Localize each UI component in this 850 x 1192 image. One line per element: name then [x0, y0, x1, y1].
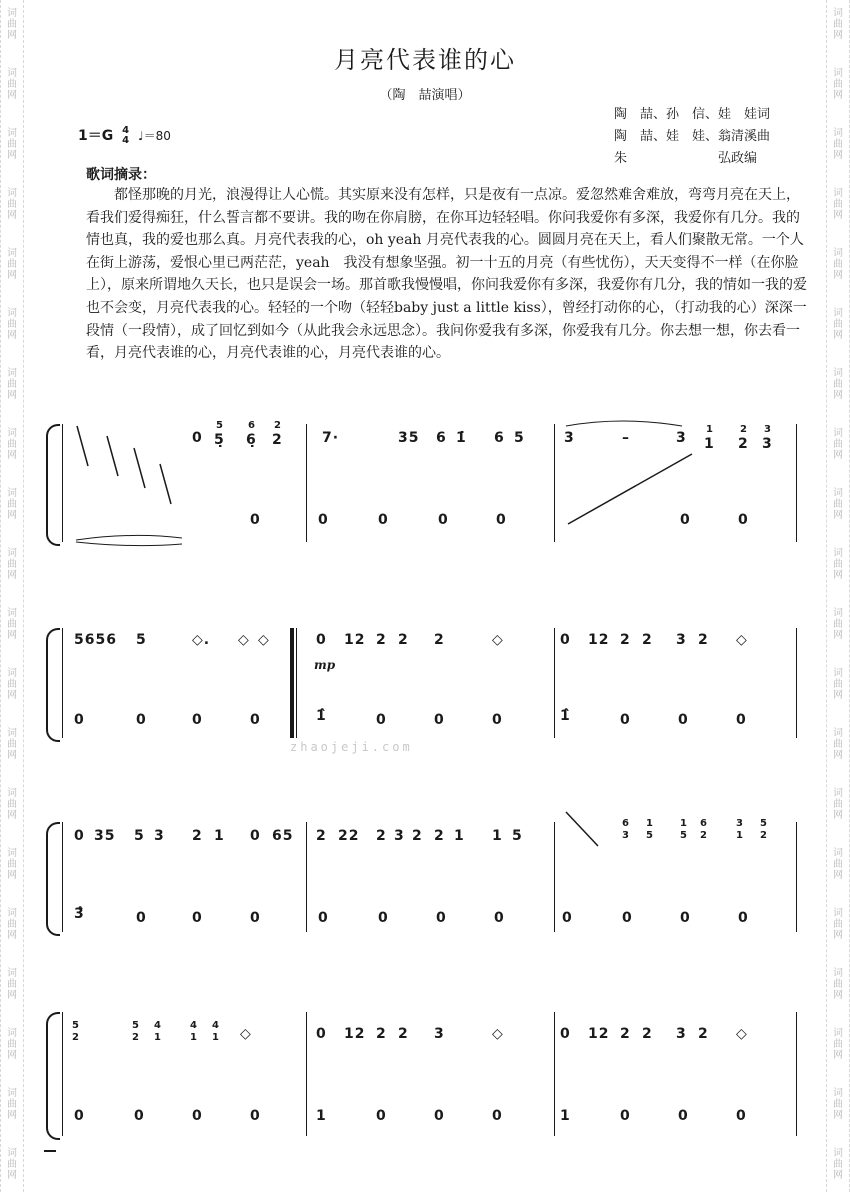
- note: 1: [212, 1032, 220, 1043]
- note: 0: [316, 1026, 327, 1042]
- note: 6: [622, 818, 630, 829]
- note: 2: [698, 1026, 709, 1042]
- note: 0: [192, 430, 203, 446]
- bar-line: [306, 822, 307, 932]
- watermark-text: 词 曲 网: [7, 728, 17, 761]
- lyrics-heading: 歌词摘录：: [86, 167, 156, 183]
- watermark-text: 词 曲 网: [7, 1088, 17, 1121]
- note: 3: [676, 430, 687, 446]
- note: 4: [212, 1020, 220, 1031]
- watermark-text: 词 曲 网: [7, 308, 17, 341]
- note: 0: [250, 910, 261, 926]
- watermark-text: 词 曲 网: [833, 668, 843, 701]
- note: 12: [344, 632, 366, 648]
- note: 2: [398, 1026, 409, 1042]
- note: 0: [678, 1108, 689, 1124]
- note: 22: [338, 828, 360, 844]
- note: 6: [436, 430, 447, 446]
- note: 0: [318, 910, 329, 926]
- note: 6̣: [246, 432, 257, 448]
- score-system-3: [42, 808, 802, 938]
- note: 3: [564, 430, 575, 446]
- watermark-text: 词 曲 网: [7, 608, 17, 641]
- note: 2: [412, 828, 423, 844]
- note: ◇: [492, 632, 504, 648]
- note: 0: [250, 1108, 261, 1124]
- bar-line: [796, 822, 797, 932]
- note: 0: [492, 1108, 503, 1124]
- note: 2: [434, 828, 445, 844]
- note: 2: [738, 436, 749, 452]
- bar-line: [796, 628, 797, 738]
- note: ◇: [492, 1026, 504, 1042]
- watermark-text: 词 曲 网: [7, 548, 17, 581]
- watermark-text: 词 曲 网: [7, 68, 17, 101]
- note: 0: [560, 632, 571, 648]
- note: 12: [344, 1026, 366, 1042]
- system-brace: [46, 424, 60, 546]
- note: 5: [136, 632, 147, 648]
- note: 2: [700, 830, 708, 841]
- bar-line: [554, 1012, 555, 1136]
- note: 1: [706, 424, 714, 435]
- note: 2: [272, 432, 283, 448]
- bar-line: [296, 628, 297, 738]
- watermark-text: 词 曲 网: [833, 908, 843, 941]
- note: 0: [250, 512, 261, 528]
- bar-line: [62, 1012, 63, 1136]
- note: 2: [274, 420, 282, 431]
- note: 1̂: [560, 708, 571, 724]
- note: 5̣: [214, 432, 225, 448]
- note: 3: [736, 818, 744, 829]
- note: 5: [512, 828, 523, 844]
- watermark-text: 词 曲 网: [7, 788, 17, 821]
- watermark-text: 词 曲 网: [833, 1148, 843, 1181]
- note: 4: [154, 1020, 162, 1031]
- watermark-text: 词 曲 网: [833, 428, 843, 461]
- note: 2: [642, 632, 653, 648]
- watermark-text: 词 曲 网: [7, 1148, 17, 1181]
- note: 2: [376, 828, 387, 844]
- note: 0: [494, 910, 505, 926]
- bar-line: [62, 424, 63, 542]
- dynamic-mark: mp: [314, 658, 336, 672]
- note: 0: [622, 910, 633, 926]
- note: 1: [704, 436, 715, 452]
- note: 5: [134, 828, 145, 844]
- page-mark: [44, 1150, 56, 1152]
- note: 0: [736, 1108, 747, 1124]
- note: 0: [74, 712, 85, 728]
- note: 2: [316, 828, 327, 844]
- note: 4: [190, 1020, 198, 1031]
- watermark-text: 词 曲 网: [7, 668, 17, 701]
- note: 0: [316, 632, 327, 648]
- note: 0: [192, 712, 203, 728]
- note: 6: [700, 818, 708, 829]
- note: 0: [378, 512, 389, 528]
- watermark-text: 词 曲 网: [7, 848, 17, 881]
- system-brace: [46, 628, 60, 742]
- note: 5656: [74, 632, 117, 648]
- note: 5: [132, 1020, 140, 1031]
- watermark-text: 词 曲 网: [833, 188, 843, 221]
- note: 7·: [322, 430, 340, 446]
- tempo-mark: ♩＝80: [137, 129, 171, 143]
- time-bottom: 4: [122, 135, 130, 146]
- note: 3: [622, 830, 630, 841]
- system-brace: [46, 1012, 60, 1140]
- note: 1: [214, 828, 225, 844]
- note: 0: [136, 712, 147, 728]
- watermark-text: 词 曲 网: [7, 188, 17, 221]
- note: ◇: [736, 1026, 748, 1042]
- note: 6: [248, 420, 256, 431]
- watermark-text: 词 曲 网: [833, 368, 843, 401]
- note: 3: [434, 1026, 445, 1042]
- strum-arrows: [72, 420, 182, 550]
- note: 5: [72, 1020, 80, 1031]
- note: 3: [154, 828, 165, 844]
- time-top: 4: [122, 125, 130, 136]
- score-system-2: [42, 614, 802, 744]
- note: 0: [74, 828, 85, 844]
- note: 0: [560, 1026, 571, 1042]
- note: 1: [646, 818, 654, 829]
- note: 35: [94, 828, 116, 844]
- note: 1: [560, 1108, 571, 1124]
- watermark-text: 词 曲 网: [833, 788, 843, 821]
- note: ◇: [258, 632, 270, 648]
- lyrics-body: [86, 184, 808, 365]
- watermark-text: 词 曲 网: [7, 968, 17, 1001]
- note: 0: [436, 910, 447, 926]
- key-label: 1＝G: [78, 128, 114, 144]
- note: 0: [620, 1108, 631, 1124]
- bar-line: [554, 628, 555, 738]
- note: 1̂: [316, 708, 327, 724]
- note: 0: [318, 512, 329, 528]
- note: 2: [398, 632, 409, 648]
- note: 5: [514, 430, 525, 446]
- note: 0: [496, 512, 507, 528]
- note: 0: [434, 1108, 445, 1124]
- note: 1: [736, 830, 744, 841]
- repeat-bar-line: [290, 628, 294, 738]
- note: 1: [190, 1032, 198, 1043]
- bar-line: [796, 1012, 797, 1136]
- note: 5: [680, 830, 688, 841]
- lyrics-text: 都怪那晚的月光，浪漫得让人心慌。其实原来没有怎样，只是夜有一点凉。爱忽然难舍难放，弯弯月亮在天上，看我们爱得痴狂，什么誓言都不要讲。我的吻在你肩膀，在你耳边轻轻唱。你问我爱你有多深，我爱你有几分。我的情也真，我的爱也那么真。月亮代表我的心，oh yeah 月亮代表我的心。圆圆月亮在天上，看人们聚散无常。一个人在街上游荡，爱恨心里已两茫茫，yeah 我没有想象坚强。初一十五的月亮（有些忧伤），天天变得不一样（在你脸上），原来所谓地久天长，也只是误会一场。那首歌我慢慢唱，你问我爱你有多深，我爱你有几分，我的情如一我的爱也不会变，月亮代表我的心。轻轻的一个吻（轻轻baby just a little kiss），曾经打动你的心，（打动我的心）深深一段情（一段情），成了回忆到如今（从此我会永远思念）。我问你爱我有多深，你爱我有几分。你去想一想，你去看一看，月亮代表谁的心，月亮代表谁的心，月亮代表谁的心。: [86, 187, 807, 362]
- watermark-text: 词 曲 网: [833, 1088, 843, 1121]
- note: 3: [764, 424, 772, 435]
- time-signature: [122, 126, 129, 146]
- system-brace: [46, 822, 60, 936]
- note: ◇.: [192, 632, 211, 648]
- note: 2: [434, 632, 445, 648]
- watermark-text: 词 曲 网: [833, 308, 843, 341]
- watermark-text: 词 曲 网: [833, 8, 843, 41]
- credits: [614, 104, 770, 170]
- note: 5: [760, 818, 768, 829]
- note: 1: [316, 1108, 327, 1124]
- note: 0: [378, 910, 389, 926]
- note: 35: [398, 430, 420, 446]
- note: 3: [762, 436, 773, 452]
- watermark-text: 词 曲 网: [7, 488, 17, 521]
- note: 65: [272, 828, 294, 844]
- watermark-text: 词 曲 网: [833, 728, 843, 761]
- song-title: 月亮代表谁的心: [334, 46, 516, 74]
- watermark-text: 词 曲 网: [833, 608, 843, 641]
- song-subtitle: （陶 喆演唱）: [379, 88, 471, 103]
- credit-lyrics: 陶 喆、孙 信、娃 娃词: [614, 107, 771, 122]
- right-watermark-strip: [826, 0, 850, 1192]
- note: 0: [192, 1108, 203, 1124]
- note: 3: [676, 1026, 687, 1042]
- note: 12: [588, 1026, 610, 1042]
- note: 0: [74, 1108, 85, 1124]
- bar-line: [306, 1012, 307, 1136]
- note: ◇: [238, 632, 250, 648]
- note: 2: [760, 830, 768, 841]
- watermark-text: 词 曲 网: [7, 128, 17, 161]
- note: 3̂: [74, 906, 85, 922]
- note: 0: [136, 910, 147, 926]
- note: 6: [494, 430, 505, 446]
- note: 2: [740, 424, 748, 435]
- note: 2: [192, 828, 203, 844]
- note: 0: [738, 910, 749, 926]
- watermark-text: 词 曲 网: [7, 248, 17, 281]
- watermark-text: 词 曲 网: [833, 68, 843, 101]
- credit-arranger: 朱 弘政编: [614, 151, 758, 166]
- note: 0: [620, 712, 631, 728]
- note: 0: [738, 512, 749, 528]
- watermark-text: 词 曲 网: [833, 128, 843, 161]
- left-watermark-strip: [0, 0, 24, 1192]
- note: 0: [736, 712, 747, 728]
- bar-line: [306, 424, 307, 542]
- note: 1̇: [456, 430, 467, 446]
- note: 0: [134, 1108, 145, 1124]
- note: 3: [394, 828, 405, 844]
- note: 2: [620, 1026, 631, 1042]
- note: 0: [438, 512, 449, 528]
- score-system-4: [42, 1004, 802, 1140]
- note: 0: [376, 712, 387, 728]
- note: 2: [72, 1032, 80, 1043]
- note: 0: [680, 512, 691, 528]
- watermark-text: 词 曲 网: [833, 488, 843, 521]
- watermark-text: 词 曲 网: [833, 548, 843, 581]
- note: 2: [132, 1032, 140, 1043]
- note: 2: [620, 632, 631, 648]
- bar-line: [554, 822, 555, 932]
- watermark-text: 词 曲 网: [7, 908, 17, 941]
- note: 0: [680, 910, 691, 926]
- note: 1: [454, 828, 465, 844]
- note: 0: [250, 828, 261, 844]
- score-system-1: [42, 420, 802, 550]
- note: 12: [588, 632, 610, 648]
- note: ◇: [736, 632, 748, 648]
- bar-line: [62, 822, 63, 932]
- bar-line: [554, 424, 555, 542]
- note: 2: [376, 632, 387, 648]
- note: 2: [642, 1026, 653, 1042]
- note: 1: [680, 818, 688, 829]
- note: 0: [562, 910, 573, 926]
- bar-line: [62, 628, 63, 738]
- note: ◇: [240, 1026, 252, 1042]
- slide-arrow: [562, 808, 622, 858]
- note: 5: [646, 830, 654, 841]
- note: 0: [434, 712, 445, 728]
- note: 1: [492, 828, 503, 844]
- note: 5: [216, 420, 224, 431]
- note: 1: [154, 1032, 162, 1043]
- key-signature: [78, 125, 171, 146]
- note: 0: [192, 910, 203, 926]
- watermark-text: 词 曲 网: [7, 8, 17, 41]
- note: 2: [698, 632, 709, 648]
- watermark-text: 词 曲 网: [833, 1028, 843, 1061]
- note: 0: [678, 712, 689, 728]
- watermark-text: 词 曲 网: [7, 1028, 17, 1061]
- credit-music: 陶 喆、娃 娃、翁清溪曲: [614, 129, 771, 144]
- watermark-text: 词 曲 网: [833, 248, 843, 281]
- note: 0: [376, 1108, 387, 1124]
- watermark-text: 词 曲 网: [7, 428, 17, 461]
- watermark-text: 词 曲 网: [833, 848, 843, 881]
- note: 3: [676, 632, 687, 648]
- note: 2: [376, 1026, 387, 1042]
- note: 0: [492, 712, 503, 728]
- watermark-text: 词 曲 网: [7, 368, 17, 401]
- watermark-text: 词 曲 网: [833, 968, 843, 1001]
- note: –: [622, 430, 630, 446]
- note: 0: [250, 712, 261, 728]
- site-watermark: zhaojeji.com: [290, 740, 413, 754]
